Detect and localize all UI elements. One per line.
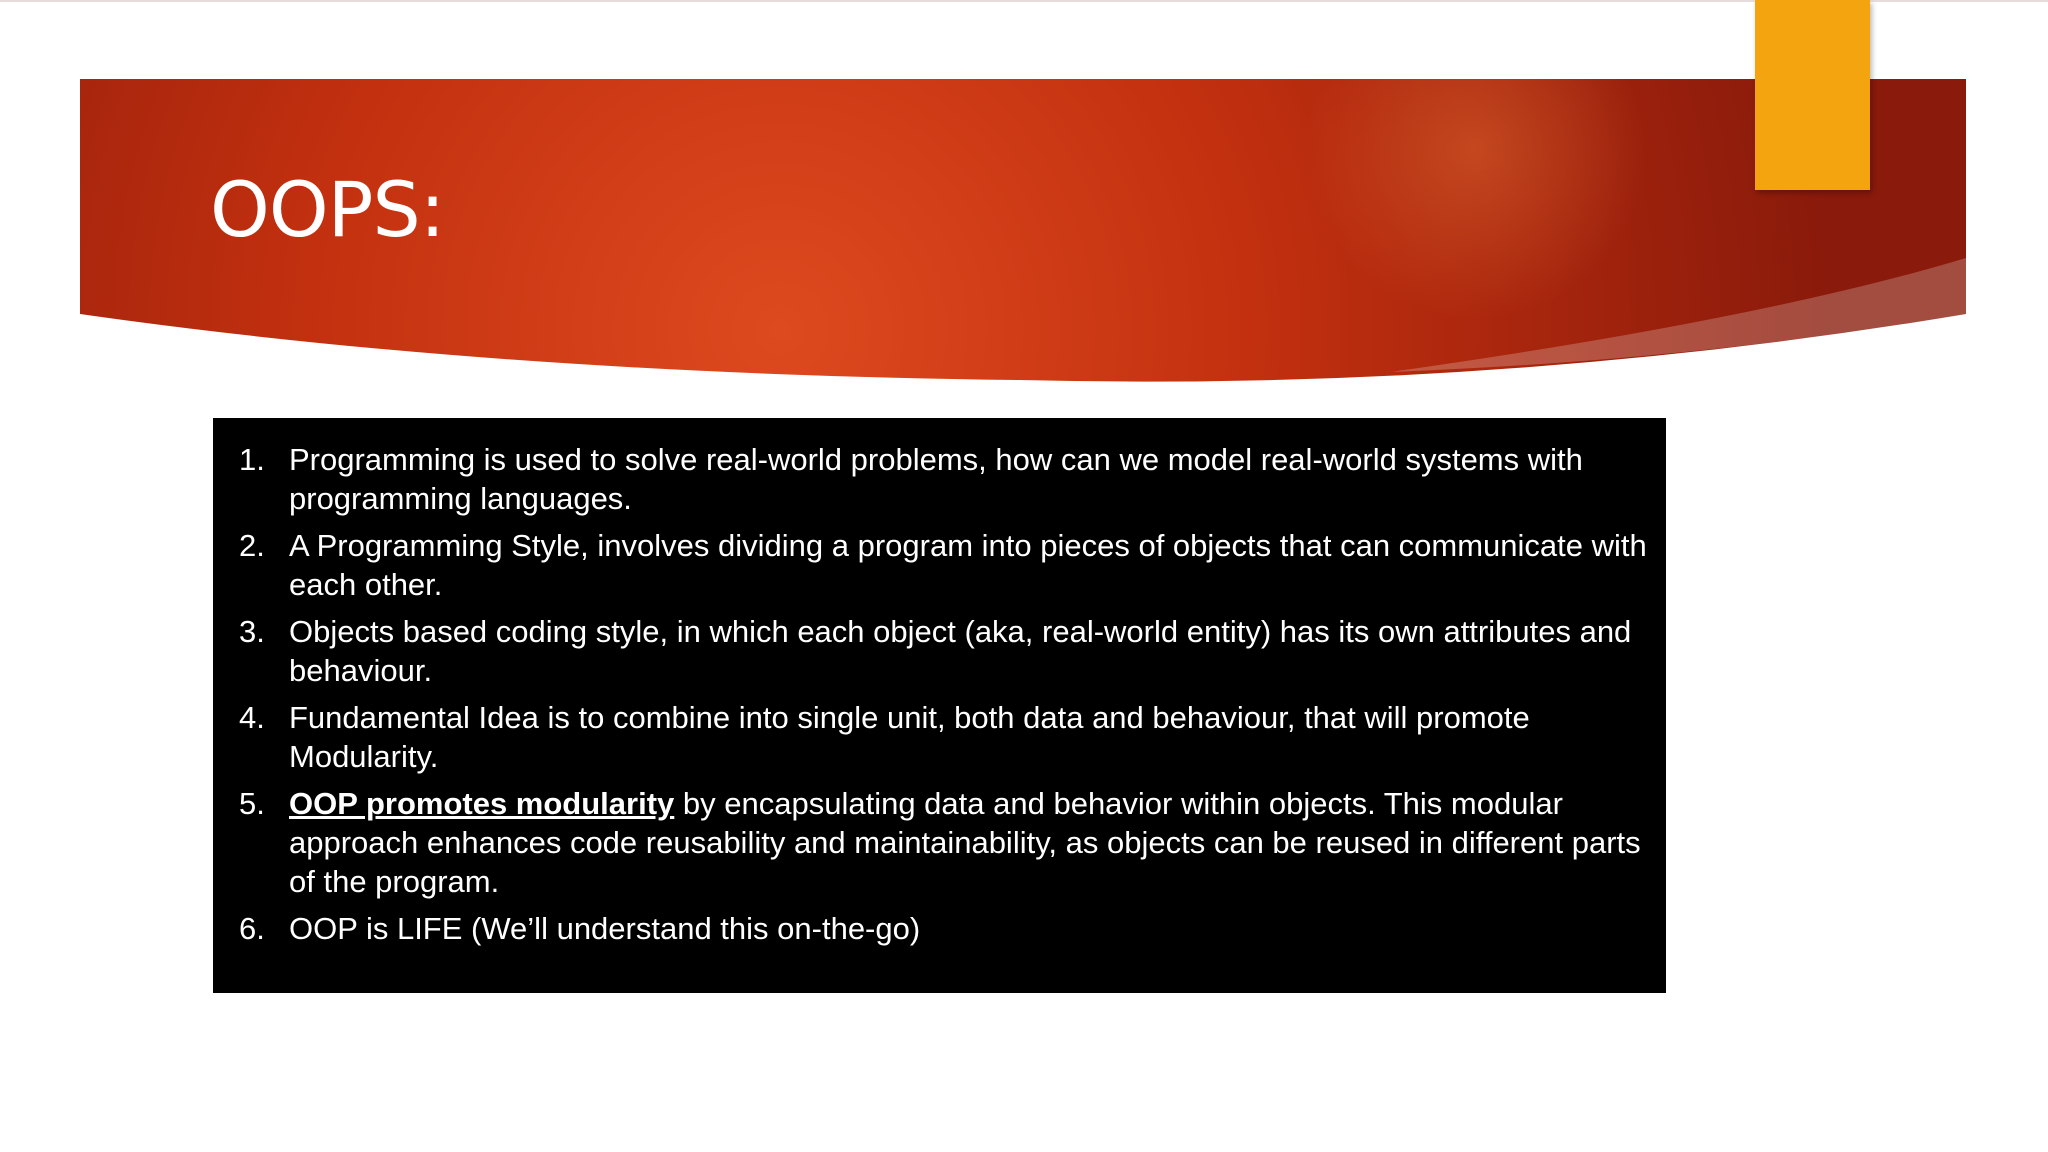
item-number: 4. — [239, 700, 265, 735]
slide-title: OOPS: — [210, 165, 445, 254]
list-item — [239, 784, 1650, 901]
accent-tab — [1755, 0, 1870, 190]
points-list — [239, 440, 1650, 948]
list-item — [239, 698, 1650, 776]
item-text: A Programming Style, involves dividing a program into pieces of objects that can communicate with each other. — [289, 528, 1647, 602]
item-number: 3. — [239, 614, 265, 649]
item-number: 1. — [239, 442, 265, 477]
list-item — [239, 909, 1650, 948]
item-text: OOP is LIFE (We’ll understand this on-the-go) — [289, 911, 921, 946]
item-number: 5. — [239, 786, 265, 821]
list-item — [239, 440, 1650, 518]
item-text: by encapsulating data and behavior within objects. This modular approach enhances code reusability and maintainability, as objects can be reused in different parts of the program. — [289, 786, 1641, 899]
item-text: Objects based coding style, in which each object (aka, real-world entity) has its own attributes and behaviour. — [289, 614, 1632, 688]
item-emphasis: OOP promotes modularity — [289, 786, 675, 821]
item-text: Programming is used to solve real-world problems, how can we model real-world systems with programming languages. — [289, 442, 1583, 516]
list-item — [239, 526, 1650, 604]
item-number: 6. — [239, 911, 265, 946]
content-box — [213, 418, 1666, 993]
list-item — [239, 612, 1650, 690]
item-number: 2. — [239, 528, 265, 563]
item-text: Fundamental Idea is to combine into single unit, both data and behaviour, that will promote Modularity. — [289, 700, 1530, 774]
